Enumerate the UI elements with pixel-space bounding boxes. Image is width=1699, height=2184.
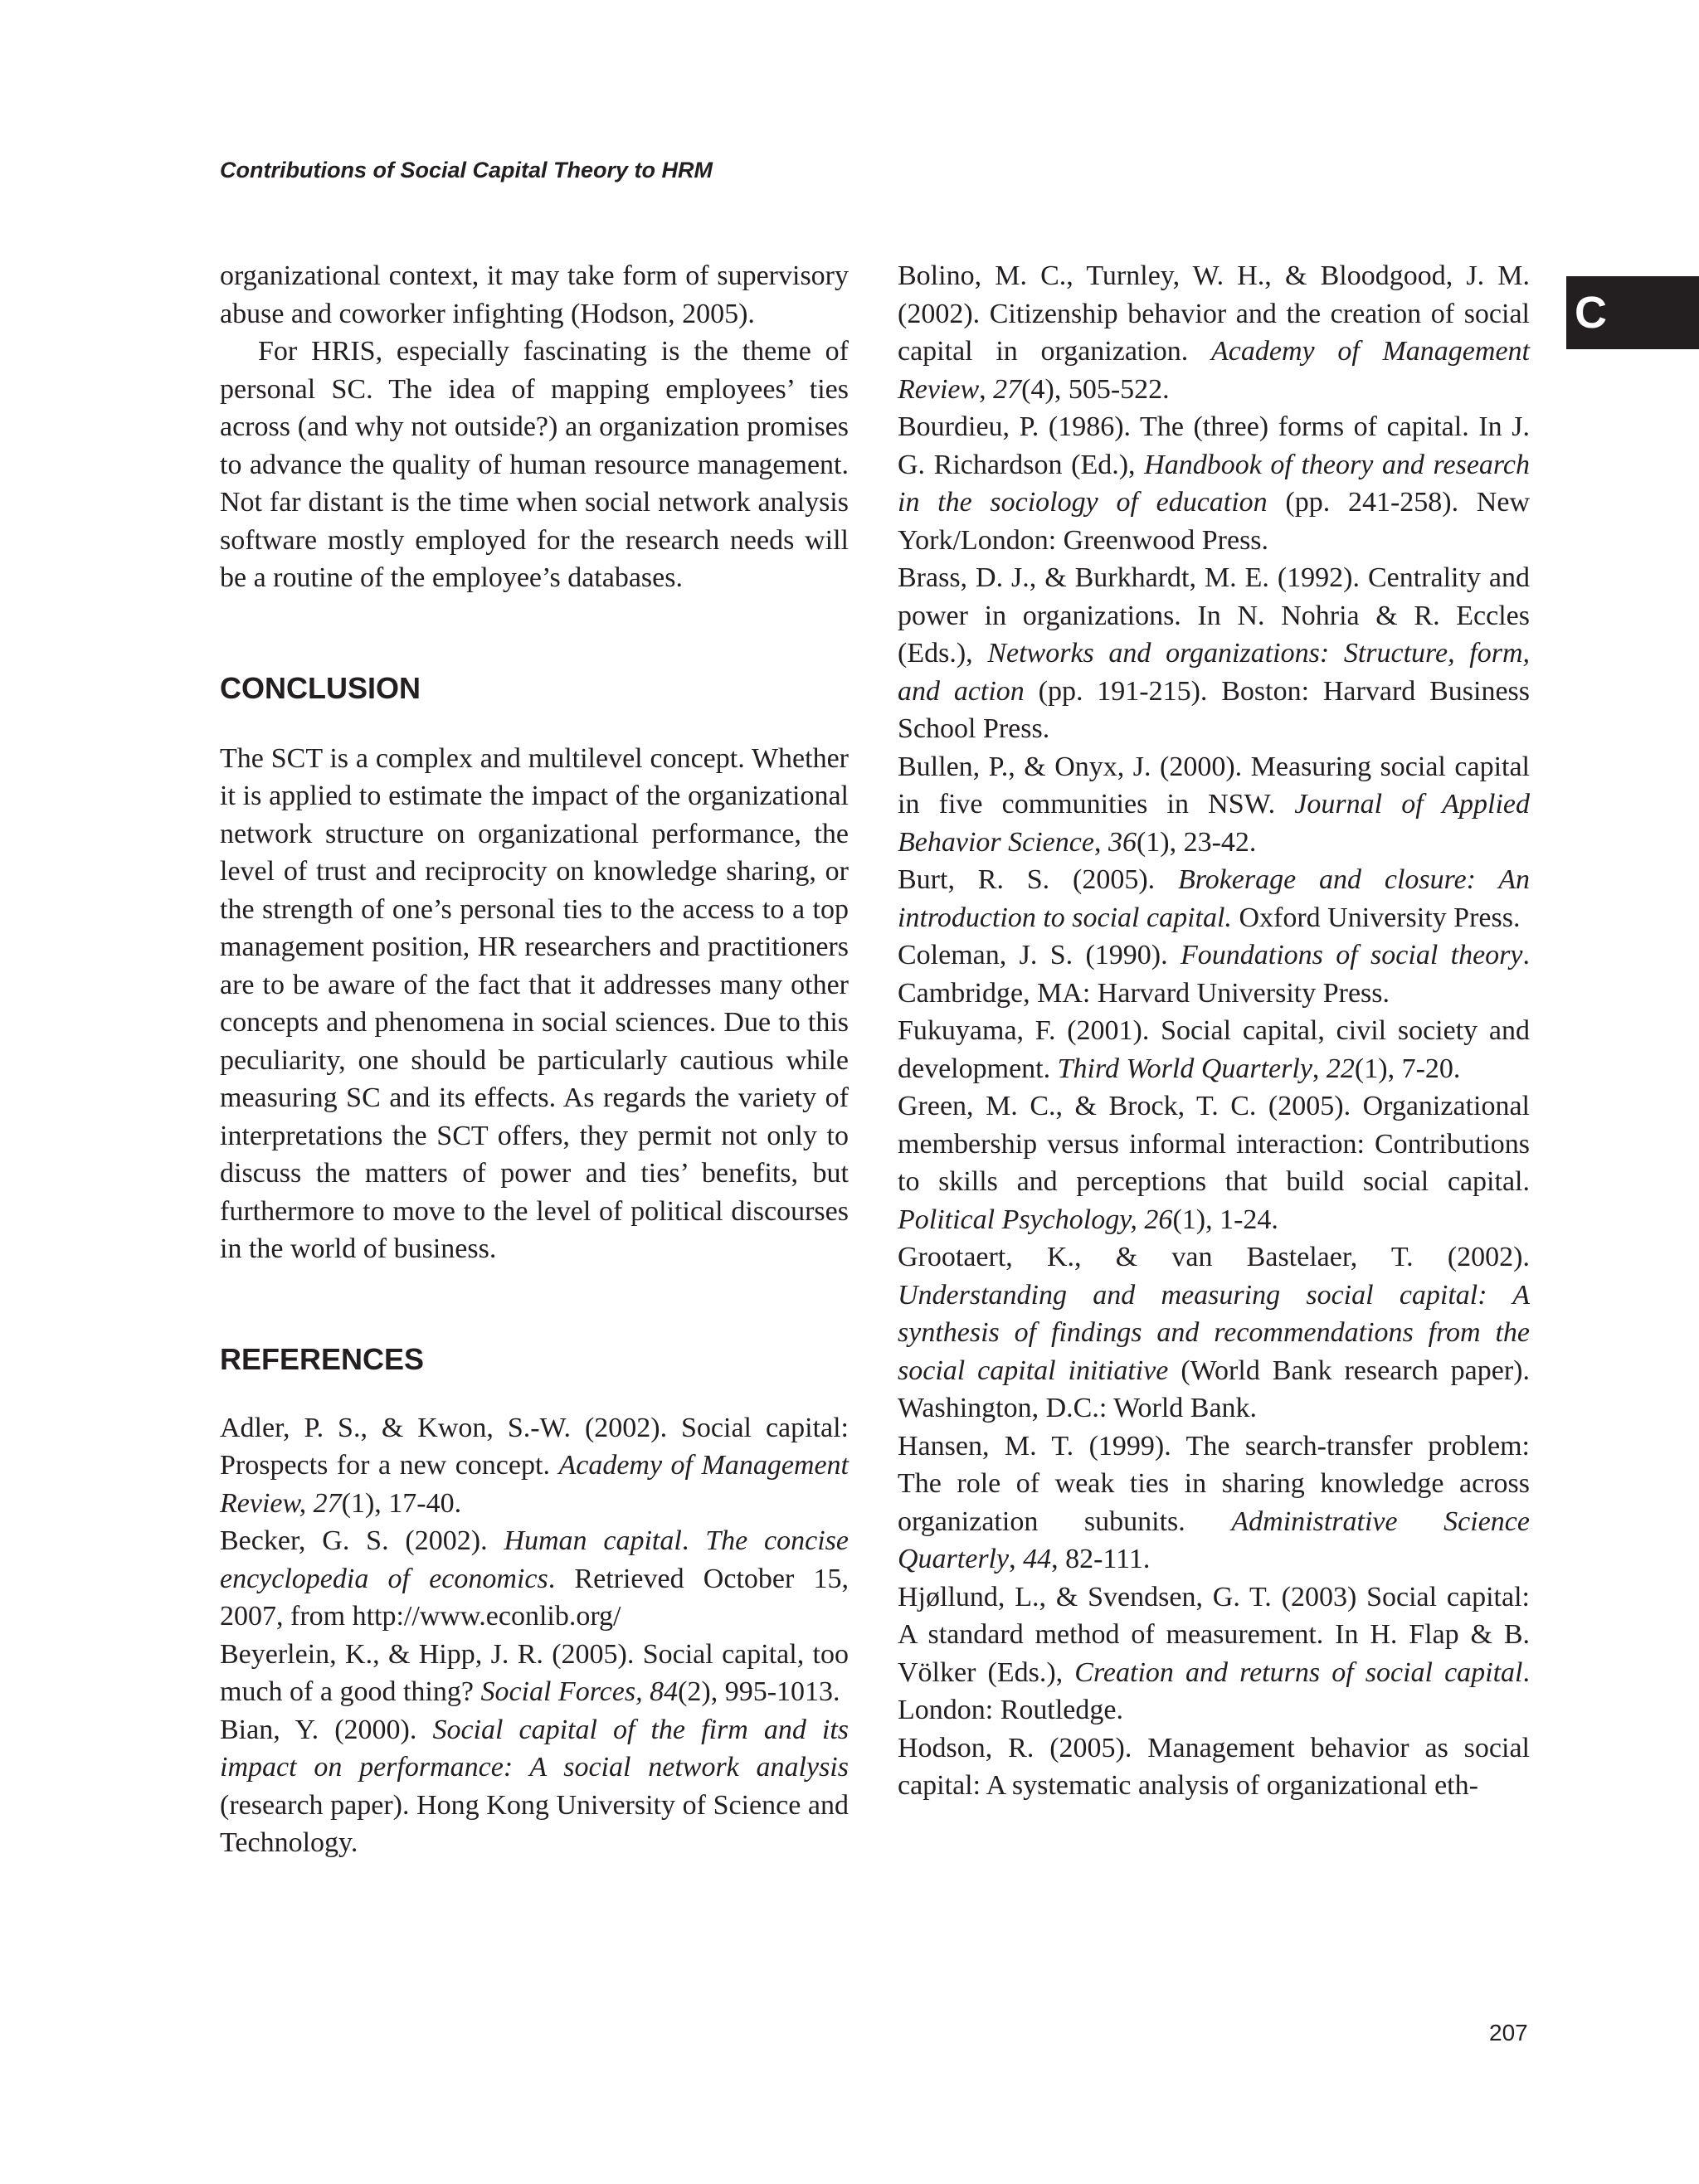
references-heading: REFERENCES	[220, 1341, 425, 1376]
reference-item: Adler, P. S., & Kwon, S.-W. (2002). Social capital: Prospects for a new concept. Academy of Management Review, 27(1), 17-40.	[220, 1412, 850, 1519]
reference-item: Hansen, M. T. (1999). The search-transfer problem: The role of weak ties in sharing knowledge across organization subunits. Administrative Science Quarterly, 44, 82-111.	[898, 1430, 1530, 1574]
reference-item: Brass, D. J., & Burkhardt, M. E. (1992). Centrality and power in organizations. In N. Nohria & R. Eccles (Eds.), Networks and organizations: Structure, form, and action (pp. 191-215). Boston: Harvard Business School Press.	[898, 562, 1530, 744]
reference-item: Hodson, R. (2005). Management behavior as social capital: A systematic analysis of organizational eth-	[898, 1732, 1530, 1801]
running-head: Contributions of Social Capital Theory to HRM	[220, 158, 713, 182]
reference-item: Burt, R. S. (2005). Brokerage and closure: An introduction to social capital. Oxford University Press.	[898, 864, 1530, 933]
reference-item: Beyerlein, K., & Hipp, J. R. (2005). Social capital, too much of a good thing? Social Forces, 84(2), 995-1013.	[220, 1638, 849, 1707]
section-tab: C	[1566, 276, 1699, 349]
reference-item: Becker, G. S. (2002). Human capital. The concise encyclopedia of economics. Retrieved October 15, 2007, from http://www.econlib.org/	[220, 1525, 850, 1632]
right-column	[898, 257, 1530, 1805]
reference-item: Fukuyama, F. (2001). Social capital, civil society and development. Third World Quarterly, 22(1), 7-20.	[898, 1015, 1530, 1084]
reference-item: Coleman, J. S. (1990). Foundations of social theory. Cambridge, MA: Harvard University Press.	[898, 940, 1530, 1009]
reference-item: Bourdieu, P. (1986). The (three) forms of capital. In J. G. Richardson (Ed.), Handbook of theory and research in the sociology of education (pp. 241-258). New York/London: Greenwood Press.	[898, 411, 1531, 556]
reference-item: Bolino, M. C., Turnley, W. H., & Bloodgood, J. M. (2002). Citizenship behavior and the creation of social capital in organization. Academy of Management Review, 27(4), 505-522.	[898, 260, 1530, 405]
reference-item: Bian, Y. (2000). Social capital of the firm and its impact on performance: A social network analysis (research paper). Hong Kong University of Science and Technology.	[220, 1714, 849, 1858]
reference-item: Grootaert, K., & van Bastelaer, T. (2002). Understanding and measuring social capital: A synthesis of findings and recommendations from the social capital initiative (World Bank research paper). Washington, D.C.: World Bank.	[898, 1242, 1530, 1423]
conclusion-paragraph: The SCT is a complex and multilevel concept. Whether it is applied to estimate the impact of the organizational network structure on organizational performance, the level of trust and reciprocity on knowledge sharing, or the strength of one’s personal ties to the access to a top management position, HR researchers and practitioners are to be aware of the fact that it addresses many other concepts and phenomena in social sciences. Due to this peculiarity, one should be particularly cautious while measuring SC and its effects. As regards the variety of interpretations the SCT offers, they permit not only to discuss the matters of power and ties’ benefits, but furthermore to move to the level of political discourses in the world of business.	[220, 742, 849, 1264]
conclusion-heading: CONCLUSION	[220, 670, 421, 705]
body-paragraph: For HRIS, especially fascinating is the theme of personal SC. The idea of mapping employees’ ties across (and why not outside?) an organization promises to advance the quality of human resource management. Not far distant is the time when social network analysis software mostly employed for the research needs will be a routine of the employee’s databases.	[220, 336, 849, 593]
reference-item: Hjøllund, L., & Svendsen, G. T. (2003) Social capital: A standard method of measurement. In H. Flap & B. Völker (Eds.), Creation and returns of social capital. London: Routledge.	[898, 1581, 1530, 1725]
left-column	[220, 257, 849, 1862]
reference-item: Green, M. C., & Brock, T. C. (2005). Organizational membership versus informal interaction: Contributions to skills and perceptions that build social capital. Political Psychology, 26(1), 1-24.	[898, 1091, 1530, 1235]
body-paragraph: organizational context, it may take form of supervisory abuse and coworker infighting (Hodson, 2005).	[220, 260, 849, 329]
reference-item: Bullen, P., & Onyx, J. (2000). Measuring social capital in five communities in NSW. Journal of Applied Behavior Science, 36(1), 23-42.	[898, 751, 1530, 858]
page-number: 207	[1489, 2020, 1528, 2045]
